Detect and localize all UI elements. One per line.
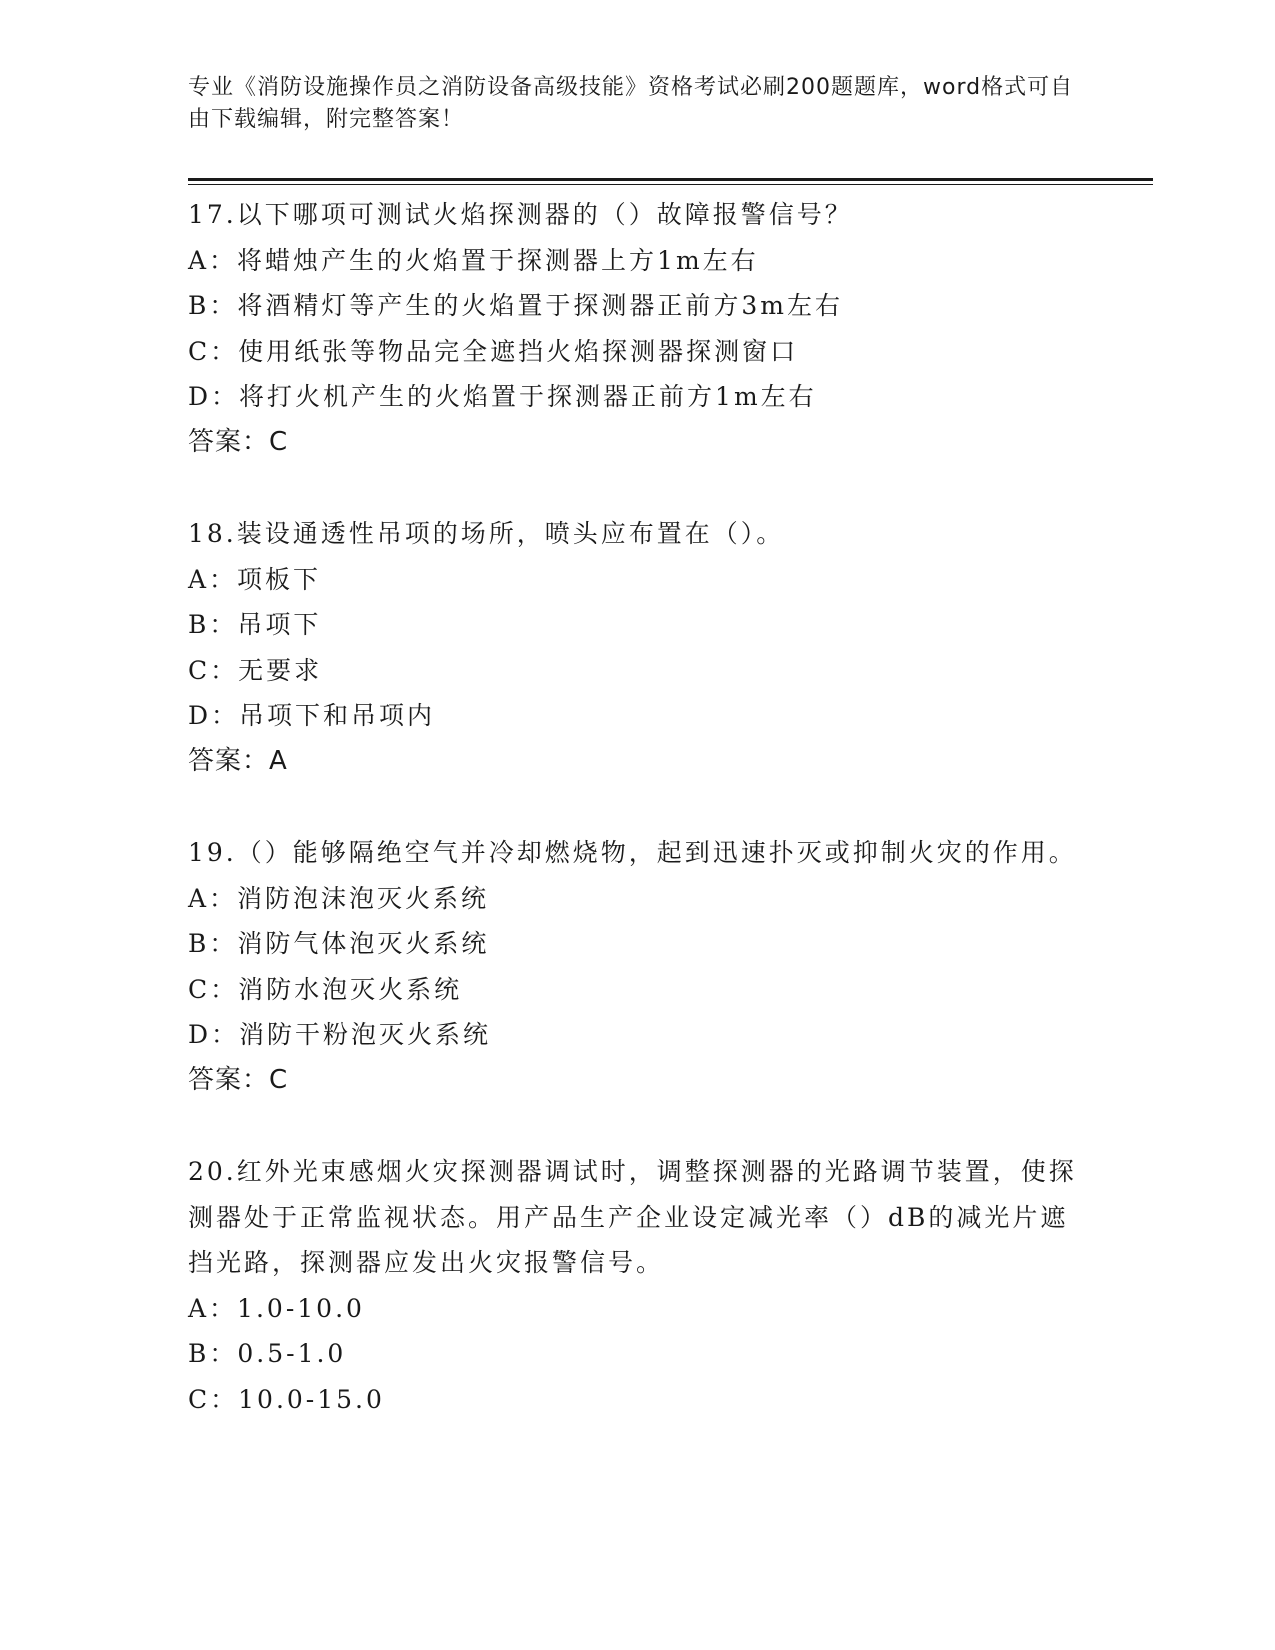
option-b: B：将酒精灯等产生的火焰置于探测器正前方3m左右 — [188, 291, 843, 320]
question-19 — [188, 830, 1078, 1103]
option-a: A：消防泡沫泡灭火系统 — [188, 883, 490, 913]
question-stem: 20.红外光束感烟火灾探测器调试时，调整探测器的光路调节装置，使探测器处于正常监视状态。用产品生产企业设定减光率（）dB的减光片遮挡光路，探测器应发出火灾报警信号。 — [188, 1157, 1077, 1277]
option-c: C：无要求 — [188, 655, 323, 685]
answer-line: 答案：C — [188, 1064, 289, 1095]
option-c: C：使用纸张等物品完全遮挡火焰探测器探测窗口 — [188, 336, 799, 366]
option-d: D：消防干粉泡灭火系统 — [188, 1020, 492, 1049]
option-d: D：将打火机产生的火焰置于探测器正前方1m左右 — [188, 382, 817, 411]
question-17 — [188, 192, 1078, 465]
option-c: C：10.0-15.0 — [188, 1384, 385, 1414]
question-list — [188, 192, 1078, 1468]
option-a: A：将蜡烛产生的火焰置于探测器上方1m左右 — [188, 245, 759, 275]
question-stem: 18.装设通透性吊项的场所，喷头应布置在（）。 — [188, 519, 785, 548]
answer-line: 答案：C — [188, 426, 289, 457]
option-b: B：消防气体泡灭火系统 — [188, 929, 490, 958]
option-a: A：1.0-10.0 — [188, 1293, 365, 1323]
option-a: A：项板下 — [188, 564, 322, 594]
document-header — [188, 72, 1088, 136]
question-stem: 17.以下哪项可测试火焰探测器的（）故障报警信号？ — [188, 200, 853, 229]
option-d: D：吊项下和吊项内 — [188, 701, 436, 730]
option-b: B：0.5-1.0 — [188, 1339, 347, 1368]
answer-line: 答案：A — [188, 745, 288, 776]
header-divider-thin — [188, 184, 1153, 185]
header-text: 专业《消防设施操作员之消防设备高级技能》资格考试必刷200题题库，word格式可自由下载编辑，附完整答案！ — [188, 75, 1074, 132]
question-stem: 19.（）能够隔绝空气并冷却燃烧物，起到迅速扑灭或抑制火灾的作用。 — [188, 838, 1077, 867]
question-18 — [188, 511, 1078, 784]
option-b: B：吊项下 — [188, 610, 322, 639]
question-20 — [188, 1149, 1078, 1422]
header-divider-thick — [188, 178, 1153, 181]
option-c: C：消防水泡灭火系统 — [188, 974, 463, 1004]
